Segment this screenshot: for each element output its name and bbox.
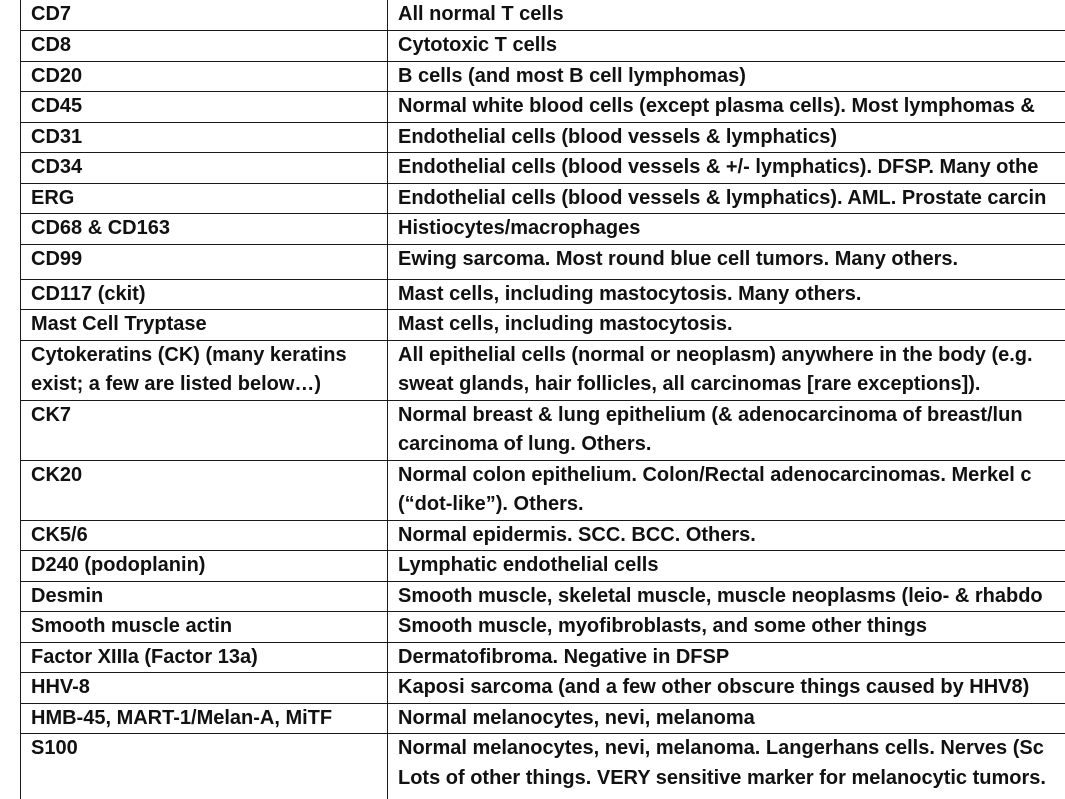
marker-cell: CD7 (21, 0, 388, 31)
marker-cell: CD45 (21, 92, 388, 123)
description-cell: Normal melanocytes, nevi, melanoma (388, 703, 1065, 734)
table-row (21, 0, 1065, 31)
description-cell: Ewing sarcoma. Most round blue cell tumors. Many others. (388, 244, 1065, 279)
table-row (21, 61, 1065, 92)
description-cell: Normal white blood cells (except plasma cells). Most lymphomas & (388, 92, 1065, 123)
table-row (21, 122, 1065, 153)
description-line: All epithelial cells (normal or neoplasm) anywhere in the body (e.g. (398, 343, 1033, 366)
description-cell (388, 734, 1065, 799)
table-row (21, 581, 1065, 612)
table-row (21, 400, 1065, 460)
description-cell (388, 400, 1065, 460)
marker-cell: HHV-8 (21, 673, 388, 704)
description-cell: Dermatofibroma. Negative in DFSP (388, 642, 1065, 673)
marker-cell: CD20 (21, 61, 388, 92)
table-row (21, 153, 1065, 184)
description-cell: B cells (and most B cell lymphomas) (388, 61, 1065, 92)
immunostain-marker-table (20, 0, 1065, 799)
description-cell: Kaposi sarcoma (and a few other obscure things caused by HHV8) (388, 673, 1065, 704)
marker-cell: CK20 (21, 460, 388, 520)
marker-cell: D240 (podoplanin) (21, 551, 388, 582)
description-cell: Smooth muscle, myofibroblasts, and some other things (388, 612, 1065, 643)
table-row (21, 551, 1065, 582)
table-row (21, 460, 1065, 520)
description-cell: Lymphatic endothelial cells (388, 551, 1065, 582)
marker-line: exist; a few are listed below…) (31, 373, 322, 395)
table-row (21, 703, 1065, 734)
marker-cell: CD117 (ckit) (21, 279, 388, 310)
marker-cell (21, 340, 388, 400)
table-row (21, 734, 1065, 799)
table-row (21, 183, 1065, 214)
table-row (21, 673, 1065, 704)
table-row (21, 340, 1065, 400)
description-line: Normal breast & lung epithelium (& adenocarcinoma of breast/lun (398, 403, 1023, 426)
description-cell: Cytotoxic T cells (388, 31, 1065, 62)
description-cell: Endothelial cells (blood vessels & lymphatics) (388, 122, 1065, 153)
marker-cell: CD31 (21, 122, 388, 153)
description-cell (388, 340, 1065, 400)
description-cell: Mast cells, including mastocytosis. (388, 310, 1065, 341)
marker-cell: CD68 & CD163 (21, 214, 388, 245)
marker-line: Cytokeratins (CK) (many keratins (31, 343, 347, 366)
description-cell: Endothelial cells (blood vessels & lymphatics). AML. Prostate carcin (388, 183, 1065, 214)
table-row (21, 31, 1065, 62)
description-line: Normal colon epithelium. Colon/Rectal adenocarcinomas. Merkel c (398, 463, 1032, 486)
marker-cell: HMB-45, MART-1/Melan-A, MiTF (21, 703, 388, 734)
table-row (21, 92, 1065, 123)
description-cell: All normal T cells (388, 0, 1065, 31)
table-row (21, 612, 1065, 643)
description-line: (“dot-like”). Others. (398, 493, 584, 515)
description-line: sweat glands, hair follicles, all carcinomas [rare exceptions]). (398, 373, 981, 395)
description-cell (388, 460, 1065, 520)
marker-cell: S100 (21, 734, 388, 799)
marker-cell: CK5/6 (21, 520, 388, 551)
marker-cell: Mast Cell Tryptase (21, 310, 388, 341)
marker-cell: CD99 (21, 244, 388, 279)
table-row (21, 310, 1065, 341)
description-line: Normal melanocytes, nevi, melanoma. Langerhans cells. Nerves (Sc (398, 737, 1044, 759)
description-cell: Mast cells, including mastocytosis. Many others. (388, 279, 1065, 310)
description-cell: Normal epidermis. SCC. BCC. Others. (388, 520, 1065, 551)
marker-cell: Desmin (21, 581, 388, 612)
description-cell: Endothelial cells (blood vessels & +/- lymphatics). DFSP. Many othe (388, 153, 1065, 184)
table-row (21, 279, 1065, 310)
table-row (21, 520, 1065, 551)
marker-cell: CK7 (21, 400, 388, 460)
marker-cell: Factor XIIIa (Factor 13a) (21, 642, 388, 673)
description-cell: Histiocytes/macrophages (388, 214, 1065, 245)
marker-cell: CD8 (21, 31, 388, 62)
marker-cell: Smooth muscle actin (21, 612, 388, 643)
marker-cell: CD34 (21, 153, 388, 184)
marker-cell: ERG (21, 183, 388, 214)
description-cell: Smooth muscle, skeletal muscle, muscle neoplasms (leio- & rhabdo (388, 581, 1065, 612)
description-line: carcinoma of lung. Others. (398, 433, 652, 455)
table-row (21, 244, 1065, 279)
description-line: Lots of other things. VERY sensitive marker for melanocytic tumors. (398, 766, 1046, 789)
table-row (21, 642, 1065, 673)
table-row (21, 214, 1065, 245)
